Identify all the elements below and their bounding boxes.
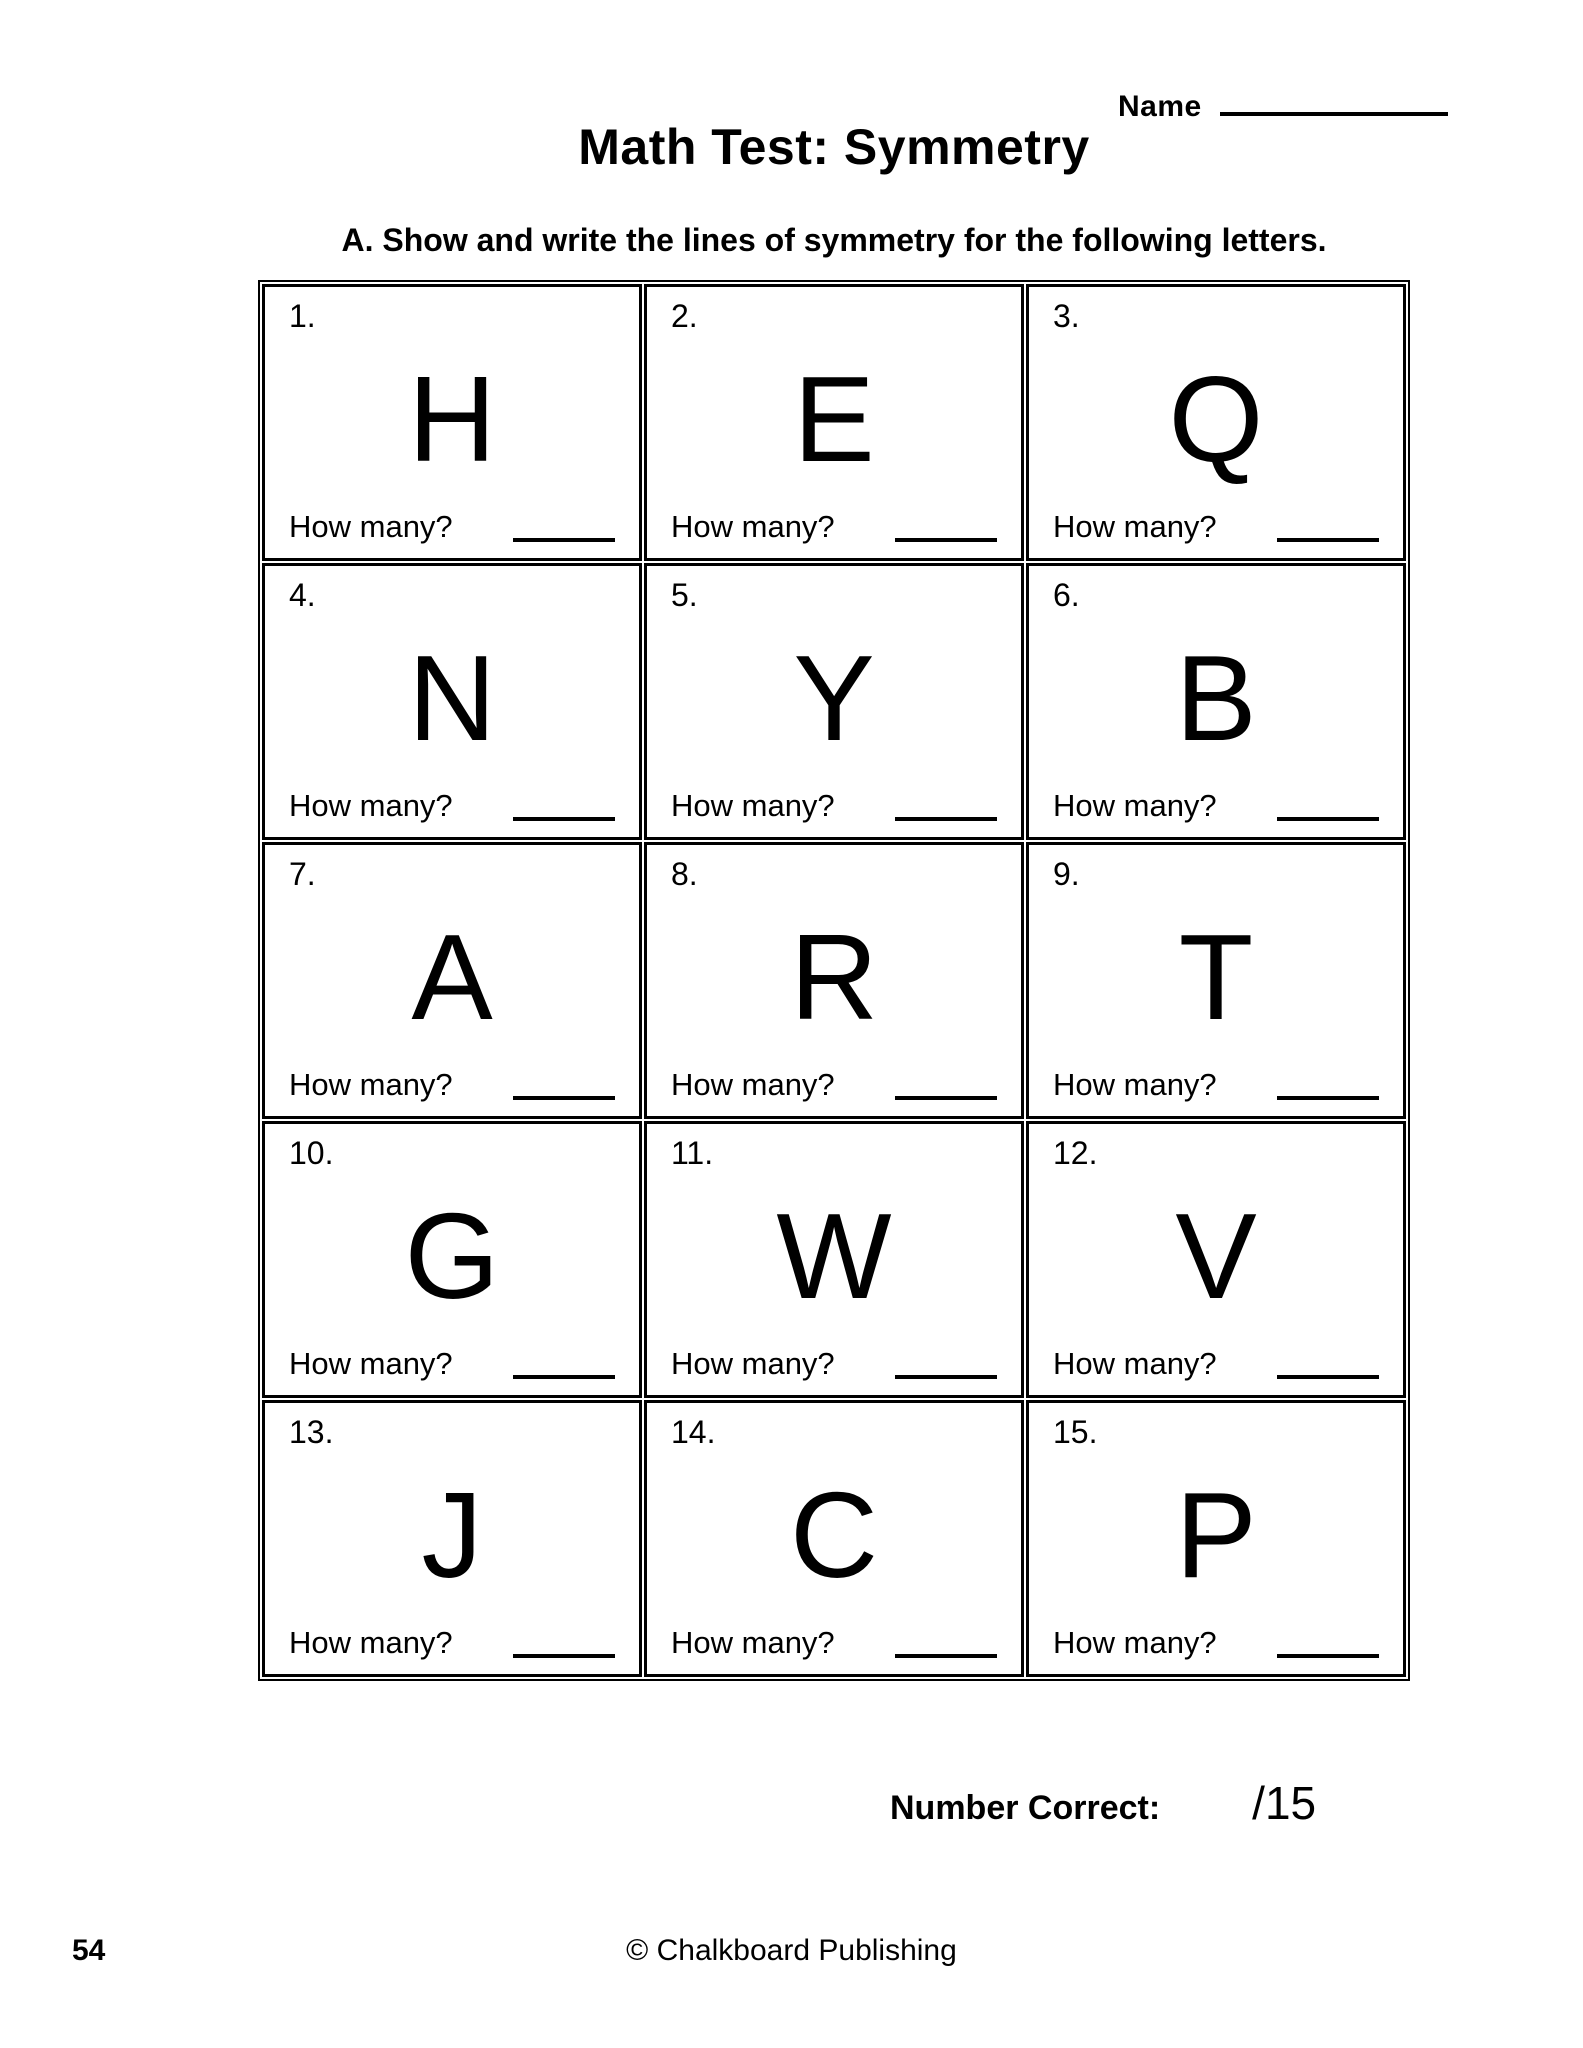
cell-letter: H: [407, 351, 497, 488]
answer-blank[interactable]: [1277, 1090, 1379, 1100]
cell-letter: W: [776, 1188, 892, 1325]
answer-blank[interactable]: [895, 1090, 997, 1100]
cell-letter: Y: [793, 630, 875, 767]
letter-cell-9: [1026, 842, 1406, 1119]
cell-number: 12.: [1053, 1135, 1098, 1171]
cell-number: 2.: [671, 298, 698, 334]
answer-blank[interactable]: [895, 1369, 997, 1379]
letter-cell-7: [262, 842, 642, 1119]
cell-number: 7.: [289, 856, 316, 892]
letter-cell-6: [1026, 563, 1406, 840]
page-title: Math Test: Symmetry: [578, 119, 1090, 175]
how-many-label: How many?: [1053, 787, 1217, 823]
cell-number: 13.: [289, 1414, 334, 1450]
cell-number: 8.: [671, 856, 698, 892]
how-many-label: How many?: [671, 508, 835, 544]
how-many-label: How many?: [289, 508, 453, 544]
cell-letter: B: [1175, 630, 1257, 767]
letter-table: [258, 280, 1410, 1681]
answer-blank[interactable]: [513, 1090, 615, 1100]
symmetry-grid: [258, 280, 1410, 1681]
answer-blank[interactable]: [895, 1648, 997, 1658]
answer-blank[interactable]: [895, 532, 997, 542]
cell-letter: E: [793, 351, 875, 488]
table-row: [262, 842, 1406, 1119]
how-many-label: How many?: [671, 1345, 835, 1381]
table-row: [262, 563, 1406, 840]
how-many-label: How many?: [671, 787, 835, 823]
how-many-label: How many?: [1053, 1624, 1217, 1660]
cell-letter: G: [404, 1188, 500, 1325]
letter-cell-13: [262, 1400, 642, 1677]
name-label: Name: [1118, 90, 1202, 123]
how-many-label: How many?: [1053, 1345, 1217, 1381]
answer-blank[interactable]: [1277, 811, 1379, 821]
instruction-text: A. Show and write the lines of symmetry for the following letters.: [341, 222, 1327, 258]
score-row: [890, 1776, 1316, 1830]
answer-blank[interactable]: [513, 811, 615, 821]
letter-cell-3: [1026, 284, 1406, 561]
letter-cell-8: [644, 842, 1024, 1119]
cell-number: 6.: [1053, 577, 1080, 613]
cell-letter: T: [1178, 909, 1254, 1046]
answer-blank[interactable]: [513, 532, 615, 542]
cell-number: 5.: [671, 577, 698, 613]
how-many-label: How many?: [289, 1066, 453, 1102]
how-many-label: How many?: [671, 1066, 835, 1102]
cell-letter: A: [411, 909, 493, 1046]
how-many-label: How many?: [1053, 508, 1217, 544]
cell-number: 4.: [289, 577, 316, 613]
how-many-label: How many?: [289, 787, 453, 823]
answer-blank[interactable]: [513, 1648, 615, 1658]
letter-cell-4: [262, 563, 642, 840]
cell-letter: R: [789, 909, 879, 1046]
score-label: Number Correct:: [890, 1789, 1161, 1827]
how-many-label: How many?: [1053, 1066, 1217, 1102]
cell-number: 1.: [289, 298, 316, 334]
cell-letter: P: [1175, 1467, 1257, 1604]
cell-number: 15.: [1053, 1414, 1098, 1450]
letter-cell-2: [644, 284, 1024, 561]
answer-blank[interactable]: [1277, 532, 1379, 542]
cell-letter: Q: [1168, 351, 1264, 488]
page-number: 54: [72, 1934, 106, 1967]
letter-cell-15: [1026, 1400, 1406, 1677]
letter-cell-12: [1026, 1121, 1406, 1398]
cell-letter: V: [1175, 1188, 1257, 1325]
how-many-label: How many?: [671, 1624, 835, 1660]
cell-letter: N: [407, 630, 497, 767]
how-many-label: How many?: [289, 1624, 453, 1660]
letter-cell-10: [262, 1121, 642, 1398]
cell-number: 11.: [671, 1135, 714, 1171]
table-row: [262, 1400, 1406, 1677]
cell-letter: C: [789, 1467, 879, 1604]
cell-number: 3.: [1053, 298, 1080, 334]
letter-cell-14: [644, 1400, 1024, 1677]
answer-blank[interactable]: [513, 1369, 615, 1379]
table-row: [262, 1121, 1406, 1398]
cell-number: 10.: [289, 1135, 334, 1171]
letter-cell-1: [262, 284, 642, 561]
name-blank-line[interactable]: [1220, 86, 1448, 116]
letter-cell-5: [644, 563, 1024, 840]
how-many-label: How many?: [289, 1345, 453, 1381]
table-row: [262, 284, 1406, 561]
cell-number: 9.: [1053, 856, 1080, 892]
answer-blank[interactable]: [1277, 1648, 1379, 1658]
score-value: /15: [1252, 1777, 1317, 1829]
letter-cell-11: [644, 1121, 1024, 1398]
copyright-text: © Chalkboard Publishing: [626, 1934, 957, 1967]
answer-blank[interactable]: [895, 811, 997, 821]
cell-letter: J: [421, 1467, 483, 1604]
answer-blank[interactable]: [1277, 1369, 1379, 1379]
cell-number: 14.: [671, 1414, 716, 1450]
